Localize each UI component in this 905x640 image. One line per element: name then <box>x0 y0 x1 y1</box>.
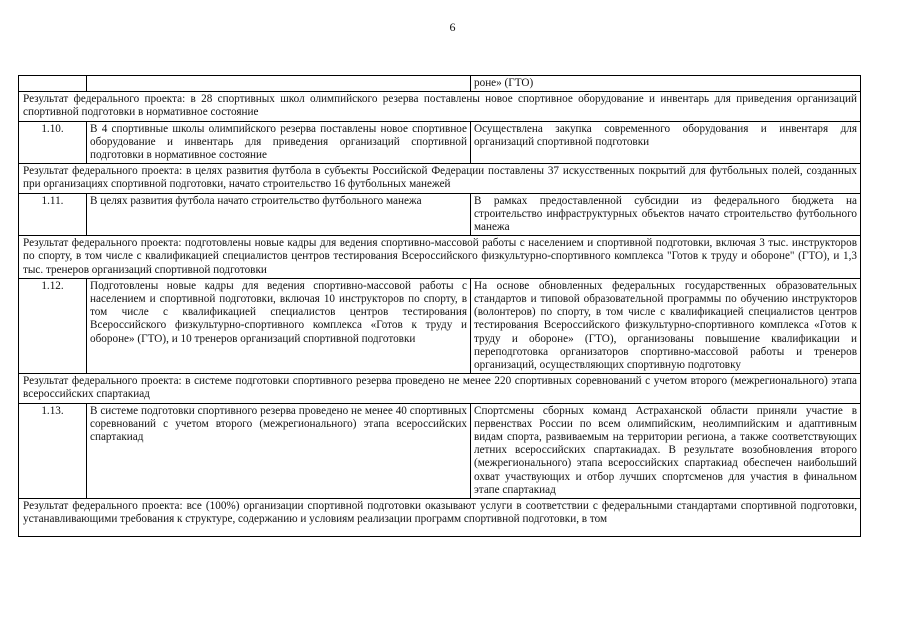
page-number: 6 <box>449 20 456 34</box>
federal-result-row <box>19 499 861 537</box>
federal-result-text: Результат федерального проекта: все (100%) организации спортивной подготовки оказывают услуги в соответствии с федеральными стандартами спортивной подготовки, устанавливающими требования к структуре, содержанию и условиям реализации программ спортивной подготовки, в том <box>23 500 857 526</box>
table-row <box>19 278 861 373</box>
federal-result-row <box>19 92 861 121</box>
row-number <box>19 76 87 92</box>
federal-result-text: Результат федерального проекта: в 28 спортивных школ олимпийского резерва поставлены новое спортивное оборудование и инвентарь для приведения организаций спортивной подготовки в нормативное состояние <box>19 92 861 121</box>
row-number: 1.10. <box>19 121 87 164</box>
task-cell <box>87 76 471 92</box>
table-row <box>19 121 861 164</box>
federal-result-text: Результат федерального проекта: в целях развития футбола в субъекты Российской Федерации поставлены 37 искусственных покрытий для футбольных полей, созданных при организациях спортивной подготовки, начато строительство 16 футбольных манежей <box>19 164 861 193</box>
result-cell: В рамках предоставленной субсидии из федерального бюджета на строительство инфраструктурных объектов начато строительство футбольного манежа <box>471 193 861 236</box>
row-number: 1.11. <box>19 193 87 236</box>
result-cell: На основе обновленных федеральных государственных образовательных стандартов и типовой образовательной программы по обучению инструкторов (волонтеров) по спорту, в том числе с квалификацией специалистов центров тестирования Всероссийского физкультурно-спортивного комплекса «Готов к труду и обороне» (ГТО), организованы повышение квалификации и переподготовка организаторов спортивно-массовой работы и тренеров организаций, осуществляющих спортивную подготовку <box>471 278 861 373</box>
task-cell: В целях развития футбола начато строительство футбольного манежа <box>87 193 471 236</box>
task-cell: Подготовлены новые кадры для ведения спортивно-массовой работы с населением и спортивной подготовки, включая 10 инструкторов по спорту, в том числе с квалификацией специалистов центров тестирования Всероссийского физкультурно-спортивного комплекса «Готов к труду и обороне» (ГТО), и 10 тренеров организаций спортивной подготовки <box>87 278 471 373</box>
table-row <box>19 193 861 236</box>
row-number: 1.13. <box>19 403 87 498</box>
table-row <box>19 76 861 92</box>
result-cell: Осуществлена закупка современного оборудования и инвентаря для организаций спортивной подготовки <box>471 121 861 164</box>
result-cell: роне» (ГТО) <box>471 76 861 92</box>
table-row <box>19 403 861 498</box>
federal-result-cell <box>19 499 861 537</box>
results-table <box>18 75 861 537</box>
federal-result-row <box>19 374 861 403</box>
task-cell: В системе подготовки спортивного резерва проведено не менее 40 спортивных соревнований с учетом второго (межрегионального) этапа всероссийских спартакиад <box>87 403 471 498</box>
federal-result-text: Результат федерального проекта: в системе подготовки спортивного резерва проведено не менее 220 спортивных соревнований с учетом второго (межрегионального) этапа всероссийских спартакиад <box>19 374 861 403</box>
row-number: 1.12. <box>19 278 87 373</box>
federal-result-row <box>19 236 861 279</box>
result-cell: Спортсмены сборных команд Астраханской области приняли участие в первенствах России по всем олимпийским, неолимпийским и адаптивным видам спорта, развиваемым на территории региона, а также соответствующих летних всероссийских спартакиадах. В результате возобновления второго (межрегионального) этапа всероссийских спартакиад обеспечен наибольший охват участвующих и отбор лучших спортсменов для участия в финальном этапе спартакиад <box>471 403 861 498</box>
federal-result-text: Результат федерального проекта: подготовлены новые кадры для ведения спортивно-массовой работы с населением и спортивной подготовки, включая 3 тыс. инструкторов по спорту, в том числе с квалификацией специалистов центров тестирования Всероссийского физкультурно-спортивного комплекса "Готов к труду и обороне" (ГТО), и 1,3 тыс. тренеров организаций спортивной подготовки <box>19 236 861 279</box>
federal-result-row <box>19 164 861 193</box>
task-cell: В 4 спортивные школы олимпийского резерва поставлены новое спортивное оборудование и инвентарь для приведения организаций спортивной подготовки в нормативное состояние <box>87 121 471 164</box>
